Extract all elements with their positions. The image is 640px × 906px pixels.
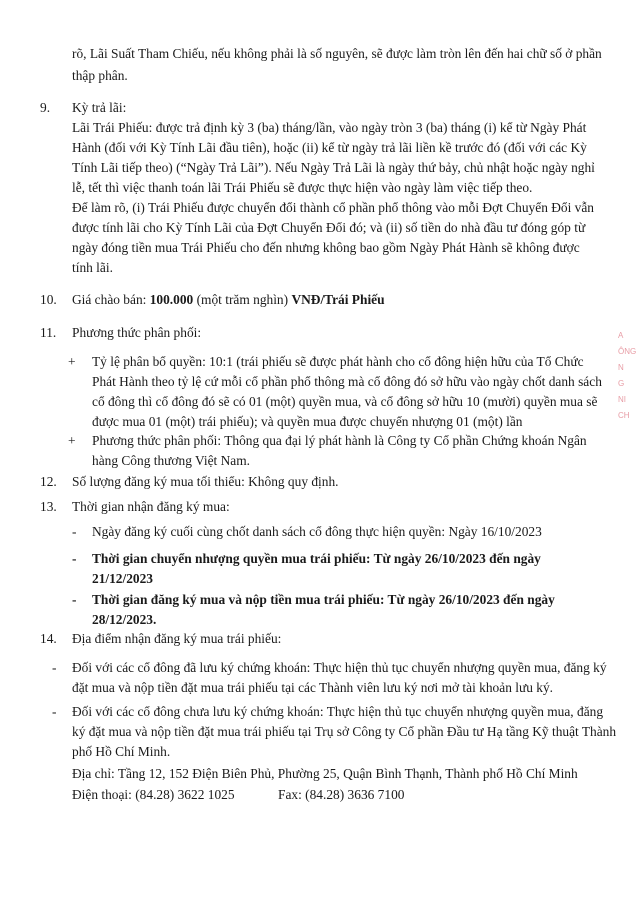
offer-price-line bbox=[72, 290, 385, 310]
stamp-fragment: A bbox=[618, 331, 624, 340]
section-9-number: 9. bbox=[40, 100, 51, 115]
section-13-number: 13. bbox=[40, 499, 57, 514]
allocation-ratio-line-2: Phát Hành theo tỷ lệ cứ mỗi cổ phần phổ thông mà cổ đông đó sở hữu vào ngày chốt danh sách bbox=[92, 374, 602, 389]
dash-marker: - bbox=[52, 660, 57, 675]
section-9-para1-line4: lễ, tết thì việc thanh toán lãi Trái Phiếu sẽ được thực hiện vào ngày làm việc tiếp theo. bbox=[72, 180, 533, 195]
plus-marker: + bbox=[68, 354, 76, 369]
transfer-period-line-2: 21/12/2023 bbox=[92, 571, 154, 586]
section-9-title: Kỳ trả lãi: bbox=[72, 100, 127, 115]
allocation-ratio-line-3: cổ đông thì cổ đông đó sẽ có 01 (một) quyền mua, và cổ đông sở hữu 10 (mười) quyền mua sẽ bbox=[92, 394, 598, 409]
allocation-ratio-line-1: Tỷ lệ phân bổ quyền: 10:1 (trái phiếu sẽ được phát hành cho cổ đông hiện hữu của Tổ Chức bbox=[92, 354, 584, 369]
non-deposited-shareholders-line-2: ký đặt mua và nộp tiền đặt mua trái phiếu tại Trụ sở Công ty Cổ phần Đầu tư Hạ tầng Kỹ thuật Thành bbox=[72, 724, 617, 739]
offer-price-value: 100.000 bbox=[149, 292, 194, 307]
section-14-number: 14. bbox=[40, 631, 57, 646]
distribution-method-line-1: Phương thức phân phối: Thông qua đại lý phát hành là Công ty Cổ phần Chứng khoán Ngân bbox=[92, 433, 587, 448]
stamp-fragment: ÔNG bbox=[618, 347, 637, 356]
offer-price-unit: VNĐ/Trái Phiếu bbox=[291, 292, 385, 307]
stamp-fragment: NI bbox=[618, 395, 626, 404]
offer-price-prefix: Giá chào bán: bbox=[72, 292, 150, 307]
continuation-line-1: rõ, Lãi Suất Tham Chiếu, nếu không phải là số nguyên, sẽ được làm tròn lên đến hai chữ số ở phần bbox=[72, 46, 602, 61]
allocation-ratio-line-4: được mua 01 (một) trái phiếu); và quyền mua được chuyển nhượng 01 (một) lần bbox=[92, 414, 523, 429]
non-deposited-shareholders-line-1: Đối với các cổ đông chưa lưu ký chứng khoán: Thực hiện thủ tục chuyển nhượng quyền mua, đăng bbox=[72, 704, 604, 719]
section-9-para1-line1: Lãi Trái Phiếu: được trả định kỳ 3 (ba) tháng/lần, vào ngày tròn 3 (ba) tháng (i) kể từ Ngày Phát bbox=[72, 120, 587, 135]
stamp-fragment: CH bbox=[618, 411, 630, 420]
section-11-title: Phương thức phân phối: bbox=[72, 325, 202, 340]
section-9-para2-line4: tính lãi. bbox=[72, 260, 113, 275]
subscription-period-line-1: Thời gian đăng ký mua và nộp tiền mua trái phiếu: Từ ngày 26/10/2023 đến ngày bbox=[92, 592, 555, 607]
dash-marker: - bbox=[72, 592, 77, 607]
plus-marker: + bbox=[68, 433, 76, 448]
distribution-method-line-2: hàng Công thương Việt Nam. bbox=[92, 453, 250, 468]
section-12-number: 12. bbox=[40, 474, 57, 489]
section-9-para1-line2: Hành (đối với Kỳ Tính Lãi đầu tiên), hoặc (ii) kể từ ngày trả lãi liền kề trước đó (đối với các Kỳ bbox=[72, 140, 587, 155]
section-9-para2-line2: được tính lãi cho Kỳ Tính Lãi của Đợt Chuyển Đổi đó; và (ii) số tiền do nhà đầu tư đóng góp từ bbox=[72, 220, 586, 235]
stamp-fragment: N bbox=[618, 363, 624, 372]
address-line: Địa chỉ: Tầng 12, 152 Điện Biên Phủ, Phường 25, Quận Bình Thạnh, Thành phố Hồ Chí Minh bbox=[72, 766, 578, 781]
record-date-line: Ngày đăng ký cuối cùng chốt danh sách cổ đông thực hiện quyền: Ngày 16/10/2023 bbox=[92, 524, 542, 539]
deposited-shareholders-line-1: Đối với các cổ đông đã lưu ký chứng khoán: Thực hiện thủ tục chuyển nhượng quyền mua, đăng ký bbox=[72, 660, 607, 675]
dash-marker: - bbox=[52, 704, 57, 719]
offer-price-words: (một trăm nghìn) bbox=[193, 292, 292, 307]
continuation-line-2: thập phân. bbox=[72, 68, 128, 83]
stamp-fragment: G bbox=[618, 379, 625, 388]
transfer-period-line-1: Thời gian chuyển nhượng quyền mua trái phiếu: Từ ngày 26/10/2023 đến ngày bbox=[92, 551, 541, 566]
dash-marker: - bbox=[72, 551, 77, 566]
subscription-period-line-2: 28/12/2023. bbox=[92, 612, 157, 627]
fax-line: Fax: (84.28) 3636 7100 bbox=[278, 787, 405, 802]
deposited-shareholders-line-2: đặt mua và nộp tiền đặt mua trái phiếu tại các Thành viên lưu ký nơi mở tài khoản lưu ký. bbox=[72, 680, 553, 695]
section-9-para2-line1: Để làm rõ, (i) Trái Phiếu được chuyển đổi thành cổ phần phổ thông vào mỗi Đợt Chuyển Đổi vẫn bbox=[72, 200, 595, 215]
section-13-title: Thời gian nhận đăng ký mua: bbox=[72, 499, 230, 514]
dash-marker: - bbox=[72, 524, 77, 539]
section-9-para1-line3: Tính Lãi tiếp theo) (“Ngày Trả Lãi”). Nếu Ngày Trả Lãi là ngày thứ bảy, chủ nhật hoặc ngày nghỉ bbox=[72, 160, 595, 175]
phone-line: Điện thoại: (84.28) 3622 1025 bbox=[72, 787, 235, 802]
company-seal-stamp bbox=[618, 328, 640, 462]
section-10-number: 10. bbox=[40, 292, 57, 307]
section-9-para2-line3: ngày đóng tiền mua Trái Phiếu cho đến nhưng không bao gồm Ngày Phát Hành sẽ không được bbox=[72, 240, 580, 255]
non-deposited-shareholders-line-3: phố Hồ Chí Minh. bbox=[72, 744, 171, 759]
minimum-subscription: Số lượng đăng ký mua tối thiểu: Không quy định. bbox=[72, 474, 339, 489]
section-11-number: 11. bbox=[40, 325, 57, 340]
section-14-title: Địa điểm nhận đăng ký mua trái phiếu: bbox=[72, 631, 282, 646]
